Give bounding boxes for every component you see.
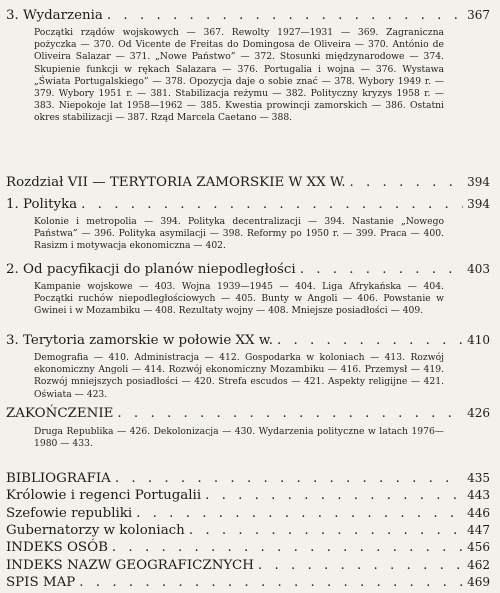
toc-entry-title: INDEKS OSÓB — [6, 540, 108, 556]
dot-leader — [350, 175, 464, 190]
toc-entry-title: 3. Wydarzenia — [6, 8, 103, 23]
toc-entry-indeks-osob[interactable] — [6, 540, 490, 555]
toc-entry-page: 456 — [467, 540, 490, 555]
toc-entry-title: Szefowie republiki — [6, 505, 133, 521]
dot-leader — [136, 506, 463, 521]
toc-entry-title: Rozdział VII — TERYTORIA ZAMORSKIE W XX W. — [6, 175, 346, 190]
toc-entry-krolowie[interactable] — [6, 488, 490, 503]
toc-entry-description: Początki rządów wojskowych — 367. Rewolty 1927—1931 — 369. Zagraniczna pożyczka — 370. Od Vicente de Freitas do Domingosa de Oliveira — 370. António de Oliveira Salazar — 371. „Nowe Państwo” — 372. Stosunki międzynarodowe — 374. Skupienie funkcji w rękach Salazara — 376. Portugalia i wojna — 376. Wystawa „Świata Portugalskiego” — 378. Opozycja daje o sobie znać — 378. Wybory 1949 r. — 379. Wybory 1951 r. — 381. Stabilizacja reżymu — 382. Polityczny kryzys 1958 r. — 383. Niepokoje lat 1958—1962 — 385. Kwestia prowincji zamorskich — 386. Ostatni okres stabilizacji — 387. Rząd Marcela Caetano — 388. — [34, 27, 444, 124]
toc-entry-szefowie[interactable] — [6, 506, 490, 521]
toc-entry-wydarzenia[interactable] — [6, 8, 490, 23]
toc-entry-title: Gubernatorzy w koloniach — [6, 522, 185, 538]
toc-entry-page: 410 — [467, 333, 490, 347]
dot-leader — [189, 523, 463, 538]
dot-leader — [81, 197, 463, 212]
toc-entry-title: Królowie i regenci Portugalii — [6, 488, 202, 504]
dot-leader — [79, 575, 463, 590]
dot-leader — [117, 406, 463, 421]
dot-leader — [115, 471, 463, 486]
toc-entry-page: 469 — [467, 575, 490, 589]
dot-leader — [300, 262, 463, 277]
toc-entry-description: Demografia — 410. Administracja — 412. Gospodarka w koloniach — 413. Rozwój ekonomiczny Angoli — 414. Rozwój ekonomiczny Mozambiku — 416. Przemysł — 419. Rozwój mniejszych posiadłości — 420. Strefa escudos — 421. Aspekty religijne — 421. Oświata — 423. — [34, 352, 444, 400]
toc-entry-page: 403 — [467, 262, 490, 276]
toc-entry-title: SPIS MAP — [6, 575, 76, 590]
toc-entry-page: 443 — [467, 488, 490, 503]
toc-entry-page: 394 — [467, 197, 490, 211]
toc-entry-terytoria-zamorskie[interactable] — [6, 333, 490, 348]
toc-entry-description: Druga Republika — 426. Dekolonizacja — 430. Wydarzenia polityczne w latach 1976—1980 — 433. — [34, 426, 444, 450]
toc-entry-description: Kolonie i metropolia — 394. Polityka decentralizacji — 394. Nastanie „Nowego Państwa” — 396. Polityka asymilacji — 398. Reformy po 1950 r. — 399. Praca — 400. Rasizm i motywacja ekonomiczna — 402. — [34, 216, 444, 252]
toc-entry-title: ZAKOŃCZENIE — [6, 406, 114, 421]
toc-entry-title: 2. Od pacyfikacji do planów niepodległości — [6, 262, 296, 277]
toc-entry-zakonczenie[interactable] — [6, 406, 490, 421]
toc-entry-bibliografia[interactable] — [6, 471, 490, 486]
toc-entry-chapter-7[interactable] — [6, 175, 490, 190]
toc-entry-spis-map[interactable] — [6, 575, 490, 590]
toc-entry-page: 447 — [467, 522, 490, 537]
dot-leader — [112, 540, 463, 555]
toc-entry-title: INDEKS NAZW GEOGRAFICZNYCH — [6, 557, 254, 573]
toc-entry-page: 446 — [467, 505, 490, 520]
toc-entry-indeks-nazw[interactable] — [6, 558, 490, 573]
dot-leader — [107, 8, 463, 23]
toc-entry-polityka[interactable] — [6, 197, 490, 212]
toc-entry-page: 367 — [467, 8, 490, 22]
toc-entry-page: 394 — [467, 175, 490, 189]
toc-entry-page: 435 — [467, 471, 490, 485]
toc-entry-gubernatorzy[interactable] — [6, 523, 490, 538]
toc-entry-description: Kampanie wojskowe — 403. Wojna 1939—1945 — 404. Liga Afrykańska — 404. Początki ruchów niepodległościowych — 405. Bunty w Angoli — 406. Powstanie w Gwinei i w Mozambiku — 408. Rezultaty wojny — 408. Mniejsze posiadłości — 409. — [34, 281, 444, 317]
toc-entry-od-pacyfikacji[interactable] — [6, 262, 490, 277]
toc-entry-title: 1. Polityka — [6, 197, 78, 212]
toc-entry-title: BIBLIOGRAFIA — [6, 471, 111, 486]
dot-leader — [277, 333, 463, 348]
dot-leader — [258, 558, 463, 573]
toc-entry-title: 3. Terytoria zamorskie w połowie XX w. — [6, 333, 273, 348]
toc-entry-page: 426 — [467, 406, 490, 420]
toc-entry-page: 462 — [467, 557, 490, 572]
dot-leader — [205, 488, 463, 503]
